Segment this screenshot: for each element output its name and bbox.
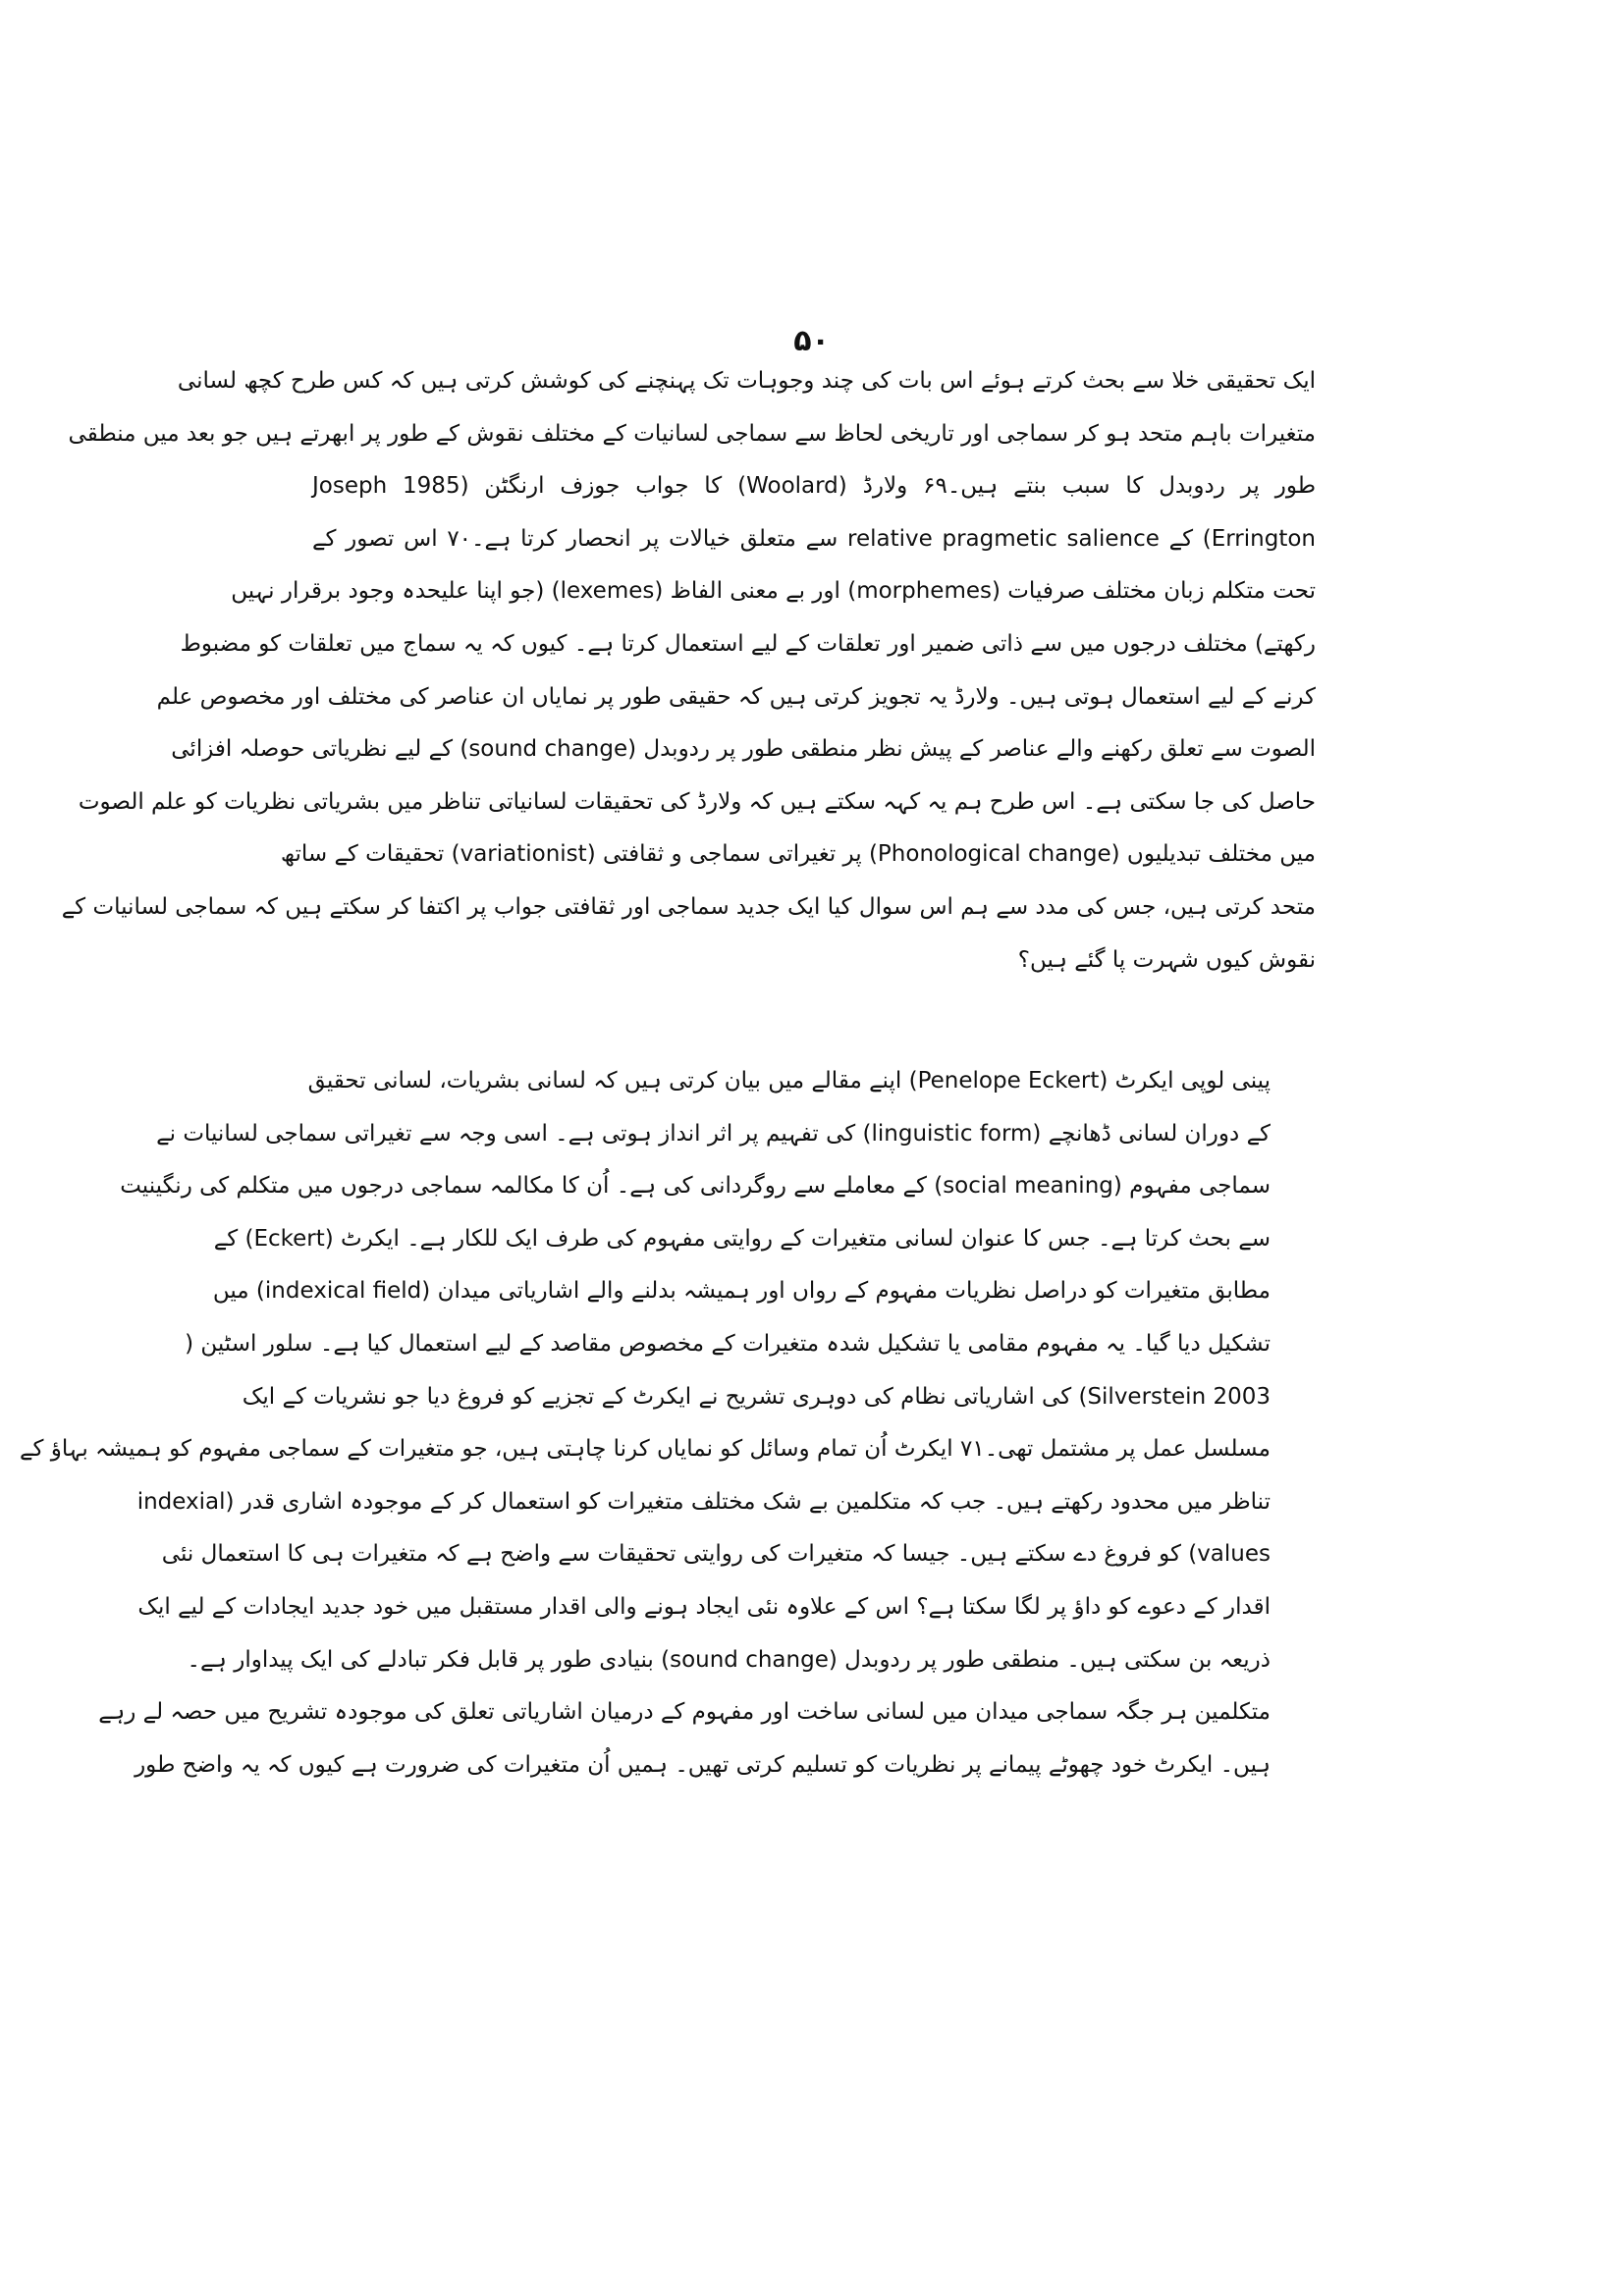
paragraph-line: ہیں۔ ایکرٹ خود چھوٹے پیمانے پر نظریات کو تسلیم کرتی تھیں۔ ہمیں اُن متغیرات کی ضرورت ہے کیوں کہ یہ واضح طور bbox=[135, 1751, 1271, 1778]
paragraph-line: متغیرات باہم متحد ہو کر سماجی اور تاریخی لحاظ سے سماجی لسانیات کے مختلف نقوش کے طور پر ابھرتے ہیں جو بعد میں منطقی bbox=[68, 420, 1316, 447]
paragraph-line: ایک تحقیقی خلا سے بحث کرتے ہوئے اس بات کی چند وجوہات تک پہنچنے کی کوشش کرتی ہیں کہ کس طرح کچھ لسانی bbox=[177, 368, 1316, 394]
paragraph-line: Errington) کے relative pragmetic salience سے متعلق خیالات پر انحصار کرتا ہے۔۷۰ اس تصور کے bbox=[312, 525, 1316, 552]
paragraph-line: متحد کرتی ہیں، جس کی مدد سے ہم اس سوال کیا ایک جدید سماجی اور ثقافتی جواب پر اکتفا کر سکتے ہیں کہ سماجی لسانیات کے bbox=[61, 893, 1316, 920]
paragraph-line: رکھتے) مختلف درجوں میں سے ذاتی ضمیر اور تعلقات کے لیے استعمال کرتا ہے۔ کیوں کہ یہ سماج میں تعلقات کو مضبوط bbox=[180, 630, 1316, 657]
paragraph-line: اقدار کے دعوے کو داؤ پر لگا سکتا ہے؟ اس کے علاوہ نئی ایجاد ہونے والی اقدار مستقبل میں خود جدید ایجادات کے لیے ایک bbox=[137, 1593, 1271, 1620]
paragraph-line: سے بحث کرتا ہے۔ جس کا عنوان لسانی متغیرات کے روایتی مفہوم کی طرف ایک للکار ہے۔ ایکرٹ (Eckert) کے bbox=[213, 1225, 1271, 1252]
paragraph-line: طور پر ردوبدل کا سبب بنتے ہیں۔۶۹ ولارڈ (Woolard) کا جواب جوزف ارنگٹن (Joseph 1985 bbox=[312, 473, 1317, 500]
paragraph-line: کے دوران لسانی ڈھانچے (linguistic form) کی تفہیم پر اثر انداز ہوتی ہے۔ اسی وجہ سے تغیراتی سماجی لسانیات نے bbox=[156, 1120, 1271, 1147]
paragraph-line: مسلسل عمل پر مشتمل تھی۔۷۱ ایکرٹ اُن تمام وسائل کو نمایاں کرنا چاہتی ہیں، جو متغیرات کے سماجی مفہوم کو ہمیشہ بہاؤ کے bbox=[20, 1436, 1271, 1463]
paragraph-line: حاصل کی جا سکتی ہے۔ اس طرح ہم یہ کہہ سکتے ہیں کہ ولارڈ کی تحقیقات لسانیاتی تناظر میں بشریاتی نظریات کو علم الصوت bbox=[78, 788, 1316, 815]
page-number: ۵۰ bbox=[793, 324, 830, 358]
paragraph-line: میں مختلف تبدیلیوں (Phonological change) پر تغیراتی سماجی و ثقافتی (variationist) تحقیقات کے ساتھ bbox=[280, 841, 1316, 868]
paragraph-line: تحت متکلم زبان مختلف صرفیات (morphemes) اور بے معنی الفاظ (lexemes) (جو اپنا علیحدہ وجود برقرار نہیں bbox=[231, 578, 1316, 605]
paragraph-line: الصوت سے تعلق رکھنے والے عناصر کے پیش نظر منطقی طور پر ردوبدل (sound change) کے لیے نظریاتی حوصلہ افزائی bbox=[171, 736, 1316, 763]
paragraph-line: پینی لوپی ایکرٹ (Penelope Eckert) اپنے مقالے میں بیان کرتی ہیں کہ لسانی بشریات، لسانی تحقیق bbox=[307, 1068, 1271, 1094]
paragraph-line: نقوش کیوں شہرت پا گئے ہیں؟ bbox=[1017, 946, 1316, 973]
paragraph-1 bbox=[61, 355, 1317, 987]
paragraph-2 bbox=[20, 1055, 1316, 1791]
paragraph-line: تناظر میں محدود رکھتے ہیں۔ جب کہ متکلمین بے شک مختلف متغیرات کو استعمال کر کے موجودہ اشاری قدر (indexial bbox=[136, 1488, 1271, 1515]
paragraph-line: تشکیل دیا گیا۔ یہ مفہوم مقامی یا تشکیل شدہ متغیرات کے مخصوص مقاصد کے لیے استعمال کیا ہے۔ سلور اسٹین ( bbox=[185, 1330, 1271, 1357]
paragraph-line: values) کو فروغ دے سکتے ہیں۔ جیسا کہ متغیرات کی روایتی تحقیقات سے واضح ہے کہ متغیرات ہی کا استعمال نئی bbox=[161, 1541, 1271, 1568]
paragraph-line: سماجی مفہوم (social meaning) کے معاملے سے روگردانی کی ہے۔ اُن کا مکالمہ سماجی درجوں میں متکلم کی رنگینیت bbox=[120, 1173, 1271, 1200]
paragraph-line: Silverstein 2003) کی اشاریاتی نظام کی دوہری تشریح نے ایکرٹ کے تجزیے کو فروغ دیا جو نشریات کے ایک bbox=[242, 1383, 1271, 1410]
paragraph-line: کرنے کے لیے استعمال ہوتی ہیں۔ ولارڈ یہ تجویز کرتی ہیں کہ حقیقی طور پر نمایاں ان عناصر کی مختلف اور مخصوص علم bbox=[156, 683, 1316, 710]
paragraph-line: مطابق متغیرات کو دراصل نظریات مفہوم کے رواں اور ہمیشہ بدلنے والے اشاریاتی میدان (indexical field) میں bbox=[212, 1278, 1271, 1305]
paragraph-line: ذریعہ بن سکتی ہیں۔ منطقی طور پر ردوبدل (sound change) بنیادی طور پر قابل فکر تبادلے کی ایک پیداوار ہے۔ bbox=[187, 1646, 1271, 1673]
paragraph-line: متکلمین ہر جگہ سماجی میدان میں لسانی ساخت اور مفہوم کے درمیان اشاریاتی تعلق کی موجودہ تشریح میں حصہ لے رہے bbox=[98, 1699, 1271, 1726]
